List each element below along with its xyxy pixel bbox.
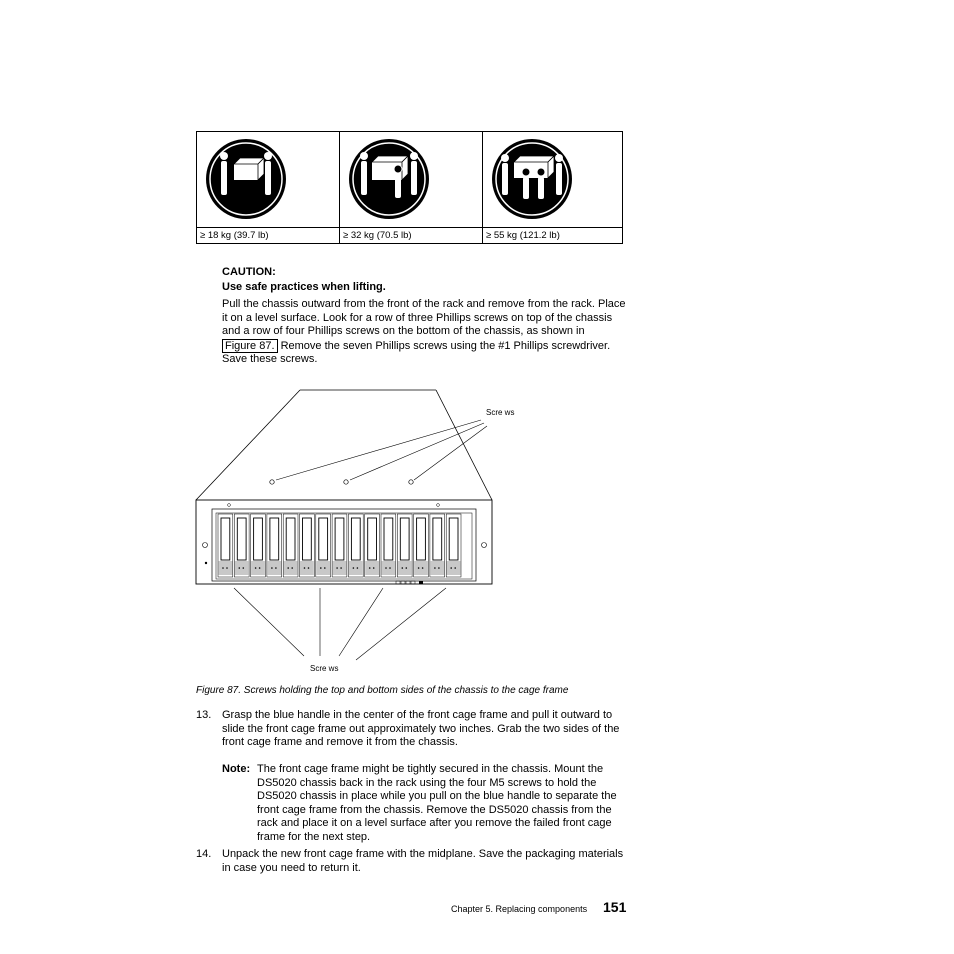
- lift-weight-label: ≥ 18 kg (39.7 lb): [200, 230, 269, 241]
- drive-bay: [430, 514, 445, 577]
- caution-subheading: Use safe practices when lifting.: [222, 281, 386, 293]
- figure-caption: Figure 87. Screws holding the top and bottom sides of the chassis to the cage frame: [196, 685, 569, 696]
- drive-bay: [234, 514, 249, 577]
- lift-cell-three-person: [340, 132, 483, 243]
- two-person-lift-icon: [203, 134, 289, 224]
- note-label: Note:: [222, 763, 251, 775]
- lift-cell-four-person: [483, 132, 622, 243]
- drive-bay: [300, 514, 315, 577]
- lifting-weight-table: [196, 131, 623, 244]
- figure-87-link[interactable]: Figure 87.: [222, 339, 278, 353]
- drive-bay: [251, 514, 266, 577]
- note-text: The front cage frame might be tightly secured in the chassis. Mount the DS5020 chassis back in the rack using the four M5 screws to hold the DS5020 chassis in place while you pull on the blue handle to separate the front cage frame from the chassis. Remove the DS5020 chassis from the rack and place it on a level surface after you remove the failed front cage frame for the next step.: [257, 763, 617, 843]
- step-text: Grasp the blue handle in the center of the front cage frame and pull it outward to slide the front cage frame out approximately two inches. Grab the two sides of the front cage frame and remove it from the chassis.: [222, 709, 620, 748]
- three-person-lift-icon: [346, 134, 432, 224]
- step-number: 14.: [196, 848, 212, 860]
- lift-row-divider: [483, 227, 622, 228]
- top-screws-callout: Scre ws: [486, 408, 515, 417]
- drive-bay: [218, 514, 233, 577]
- instruction-paragraph: [222, 298, 632, 367]
- page-number: 151: [603, 899, 627, 915]
- lift-row-divider: [197, 227, 339, 228]
- paragraph-text: Remove the seven Phillips screws using the #1 Phillips screwdriver. Save these screws.: [222, 339, 611, 365]
- paragraph-text: Pull the chassis outward from the front of the rack and remove from the rack. Place it on a level surface. Look for a row of three Phillips screws on top of the chassis and a row of four Phillips screws on the bottom of the chassis, as shown in: [222, 298, 626, 337]
- drive-bay: [348, 514, 363, 577]
- drive-bay: [283, 514, 298, 577]
- drive-bay: [316, 514, 331, 577]
- drive-bay: [397, 514, 412, 577]
- drive-bay: [267, 514, 282, 577]
- lift-weight-label: ≥ 55 kg (121.2 lb): [486, 230, 560, 241]
- lift-weight-label: ≥ 32 kg (70.5 lb): [343, 230, 412, 241]
- drive-bay: [446, 514, 461, 577]
- top-screw: [344, 480, 348, 484]
- lift-row-divider: [340, 227, 482, 228]
- lift-cell-two-person: [197, 132, 340, 243]
- footer-chapter-title: Chapter 5. Replacing components: [451, 904, 588, 914]
- chassis-screws-figure: [196, 388, 515, 683]
- four-person-lift-icon: [489, 134, 575, 224]
- drive-bay: [332, 514, 347, 577]
- bottom-screws-callout: Scre ws: [310, 664, 339, 673]
- step-text: Unpack the new front cage frame with the midplane. Save the packaging materials in case you need to return it.: [222, 848, 624, 874]
- drive-bay-row: [218, 514, 461, 577]
- caution-heading: CAUTION:: [222, 266, 276, 278]
- drive-bay: [381, 514, 396, 577]
- drive-bay: [365, 514, 380, 577]
- step-number: 13.: [196, 709, 212, 721]
- top-screw: [270, 480, 274, 484]
- top-screw: [409, 480, 413, 484]
- drive-bay: [414, 514, 429, 577]
